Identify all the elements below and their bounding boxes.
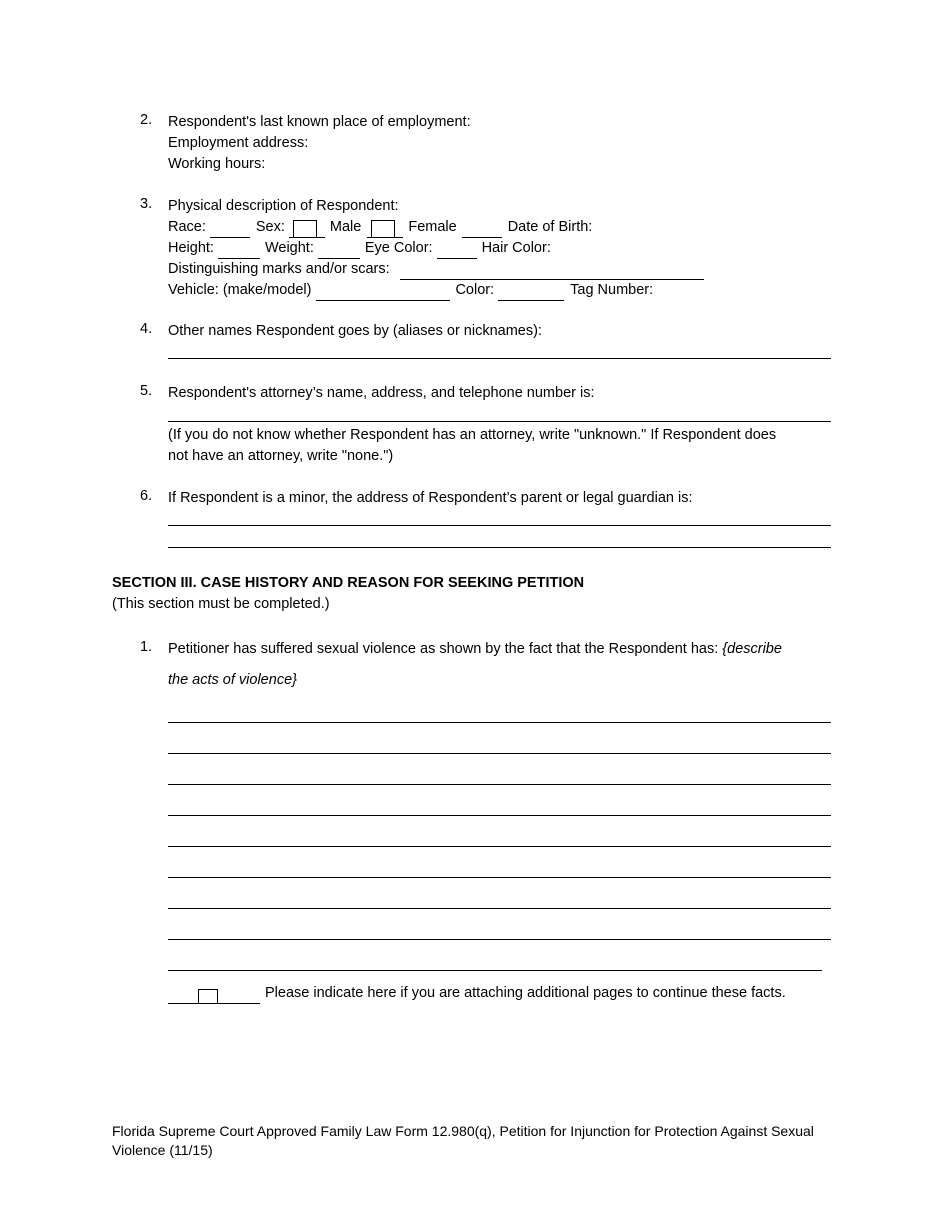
section-title: SECTION III. CASE HISTORY AND REASON FOR SEEKING PETITION bbox=[112, 575, 585, 591]
male-checkbox[interactable] bbox=[293, 220, 317, 238]
vehicle-label: Vehicle: (make/model) bbox=[168, 282, 312, 298]
attorney-note-line2: not have an attorney, write "none.") bbox=[168, 448, 394, 464]
female-extra-field[interactable] bbox=[462, 222, 502, 238]
color-field[interactable] bbox=[498, 285, 564, 301]
item-number: 3. bbox=[140, 196, 153, 212]
female-checkbox[interactable] bbox=[371, 220, 395, 238]
case-history-line[interactable] bbox=[168, 845, 831, 847]
attorney-note-line1: (If you do not know whether Respondent has an attorney, write "unknown." If Respondent does bbox=[168, 427, 777, 443]
employment-place-label: Respondent's last known place of employment: bbox=[168, 114, 471, 130]
case-history-hint-2: the acts of violence} bbox=[168, 672, 297, 688]
case-history-line[interactable] bbox=[168, 752, 831, 754]
attorney-label: Respondent's attorney’s name, address, and telephone number is: bbox=[168, 385, 595, 401]
dob-label: Date of Birth: bbox=[507, 219, 593, 235]
sex-label: Sex: bbox=[255, 219, 285, 235]
tag-label: Tag Number: bbox=[570, 282, 654, 298]
vehicle-field[interactable] bbox=[316, 285, 450, 301]
female-label: Female bbox=[408, 219, 457, 235]
hair-color-label: Hair Color: bbox=[481, 240, 551, 256]
height-field[interactable] bbox=[218, 243, 260, 259]
minor-label: If Respondent is a minor, the address of Respondent’s parent or legal guardian is: bbox=[168, 490, 693, 506]
marks-field[interactable] bbox=[400, 264, 704, 280]
case-history-line[interactable] bbox=[168, 907, 831, 909]
underline bbox=[317, 222, 325, 238]
aliases-line-2[interactable] bbox=[168, 357, 831, 359]
case-history-line[interactable] bbox=[168, 969, 822, 971]
aliases-label: Other names Respondent goes by (aliases or nicknames): bbox=[168, 323, 542, 339]
case-history-line[interactable] bbox=[168, 814, 831, 816]
case-history-line[interactable] bbox=[168, 876, 831, 878]
footer-line-2: Violence (11/15) bbox=[112, 1142, 213, 1158]
case-history-line[interactable] bbox=[168, 783, 831, 785]
working-hours-label: Working hours: bbox=[168, 156, 266, 172]
minor-line-2[interactable] bbox=[168, 546, 831, 548]
case-history-hint: {describe bbox=[722, 641, 782, 657]
footer-line-1: Florida Supreme Court Approved Family Law Form 12.980(q), Petition for Injunction for Protection Against Sexual bbox=[112, 1123, 814, 1139]
item-number: 1. bbox=[140, 639, 153, 655]
employment-address-label: Employment address: bbox=[168, 135, 309, 151]
eye-color-field[interactable] bbox=[437, 243, 477, 259]
item-number: 5. bbox=[140, 383, 153, 399]
male-label: Male bbox=[329, 219, 362, 235]
height-label: Height: bbox=[168, 240, 214, 256]
underline bbox=[168, 988, 198, 1004]
race-label: Race: bbox=[168, 219, 206, 235]
footer bbox=[112, 1122, 832, 1160]
case-history-line[interactable] bbox=[168, 938, 831, 940]
attach-pages-row bbox=[168, 983, 786, 1004]
case-history-line[interactable] bbox=[168, 721, 831, 723]
underline bbox=[218, 988, 260, 1004]
race-field[interactable] bbox=[210, 222, 250, 238]
physical-title: Physical description of Respondent: bbox=[168, 198, 399, 214]
item-number: 6. bbox=[140, 488, 153, 504]
item-number: 2. bbox=[140, 112, 153, 128]
eye-color-label: Eye Color: bbox=[364, 240, 433, 256]
underline bbox=[395, 222, 403, 238]
attorney-line-2[interactable] bbox=[168, 420, 831, 422]
weight-label: Weight: bbox=[264, 240, 314, 256]
color-label: Color: bbox=[455, 282, 495, 298]
weight-field[interactable] bbox=[318, 243, 360, 259]
attach-pages-label: Please indicate here if you are attaching additional pages to continue these facts. bbox=[265, 985, 786, 1001]
case-history-label: Petitioner has suffered sexual violence as shown by the fact that the Respondent has: bbox=[168, 641, 719, 657]
marks-label: Distinguishing marks and/or scars: bbox=[168, 261, 390, 277]
item-number: 4. bbox=[140, 321, 153, 337]
section-subtitle: (This section must be completed.) bbox=[112, 596, 330, 612]
attach-pages-checkbox[interactable] bbox=[198, 989, 218, 1004]
